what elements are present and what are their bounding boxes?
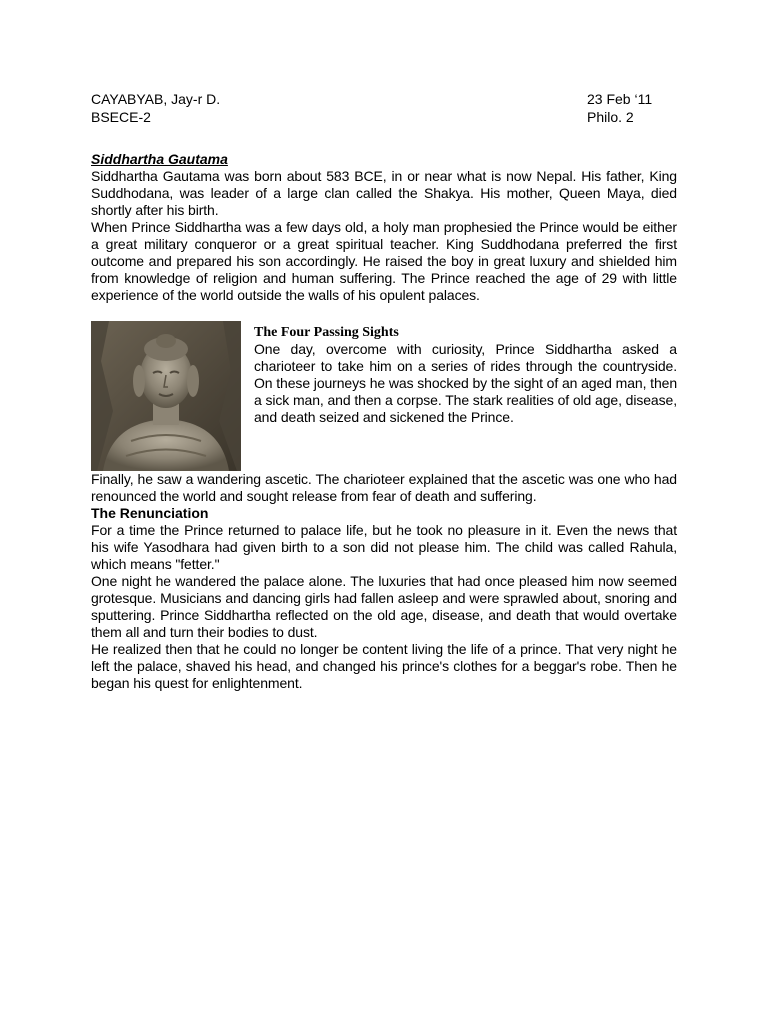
subject: Philo. 2 xyxy=(587,109,634,125)
buddha-statue-image xyxy=(91,321,241,471)
heading-four-passing-sights: The Four Passing Sights xyxy=(254,325,399,340)
document-title: Siddhartha Gautama xyxy=(91,151,228,167)
course: BSECE-2 xyxy=(91,109,151,125)
paragraph-night-wander: One night he wandered the palace alone. The luxuries that had once pleased him now seemed grotesque. Musicians and dancing girls had fallen asleep and were sprawled about, snoring and sputtering. Prince Siddhartha reflected on the old age, disease, and death that would overtake them all and turn their bodies to dust. xyxy=(91,573,677,640)
four-sights-section xyxy=(91,321,677,471)
author-name: CAYABYAB, Jay-r D. xyxy=(91,91,221,107)
header-line-2 xyxy=(91,108,677,126)
four-sights-text xyxy=(254,321,677,471)
header-line-1 xyxy=(91,90,677,108)
paragraph-ascetic: Finally, he saw a wandering ascetic. The charioteer explained that the ascetic was one who had renounced the world and sought release from fear of death and suffering. xyxy=(91,471,677,504)
paragraph-charioteer: One day, overcome with curiosity, Prince Siddhartha asked a charioteer to take him on a series of rides through the countryside. On these journeys he was shocked by the sight of an aged man, then a sick man, and then a corpse. The stark realities of old age, disease, and death seized and sickened the Prince. xyxy=(254,341,678,425)
paragraph-prophecy: When Prince Siddhartha was a few days old, a holy man prophesied the Prince would be either a great military conqueror or a great spiritual teacher. King Suddhodana preferred the first outcome and prepared his son accordingly. He raised the boy in great luxury and shielded him from knowledge of religion and human suffering. The Prince reached the age of 29 with little experience of the world outside the walls of his opulent palaces. xyxy=(91,219,677,303)
paragraph-palace-life: For a time the Prince returned to palace life, but he took no pleasure in it. Even the news that his wife Yasodhara had given birth to a son did not please him. The child was called Rahula, which means "fetter." xyxy=(91,522,677,572)
paragraph-birth: Siddhartha Gautama was born about 583 BCE, in or near what is now Nepal. His father, King Suddhodana, was leader of a large clan called the Shakya. His mother, Queen Maya, died shortly after his birth. xyxy=(91,168,677,218)
buddha-statue-illustration xyxy=(91,321,241,471)
paragraph-leaving: He realized then that he could no longer be content living the life of a prince. That very night he left the palace, shaved his head, and changed his prince's clothes for a beggar's robe. Then he began his quest for enlightenment. xyxy=(91,641,677,691)
document-page xyxy=(91,90,677,692)
date: 23 Feb ‘11 xyxy=(587,91,653,107)
heading-renunciation: The Renunciation xyxy=(91,505,209,521)
